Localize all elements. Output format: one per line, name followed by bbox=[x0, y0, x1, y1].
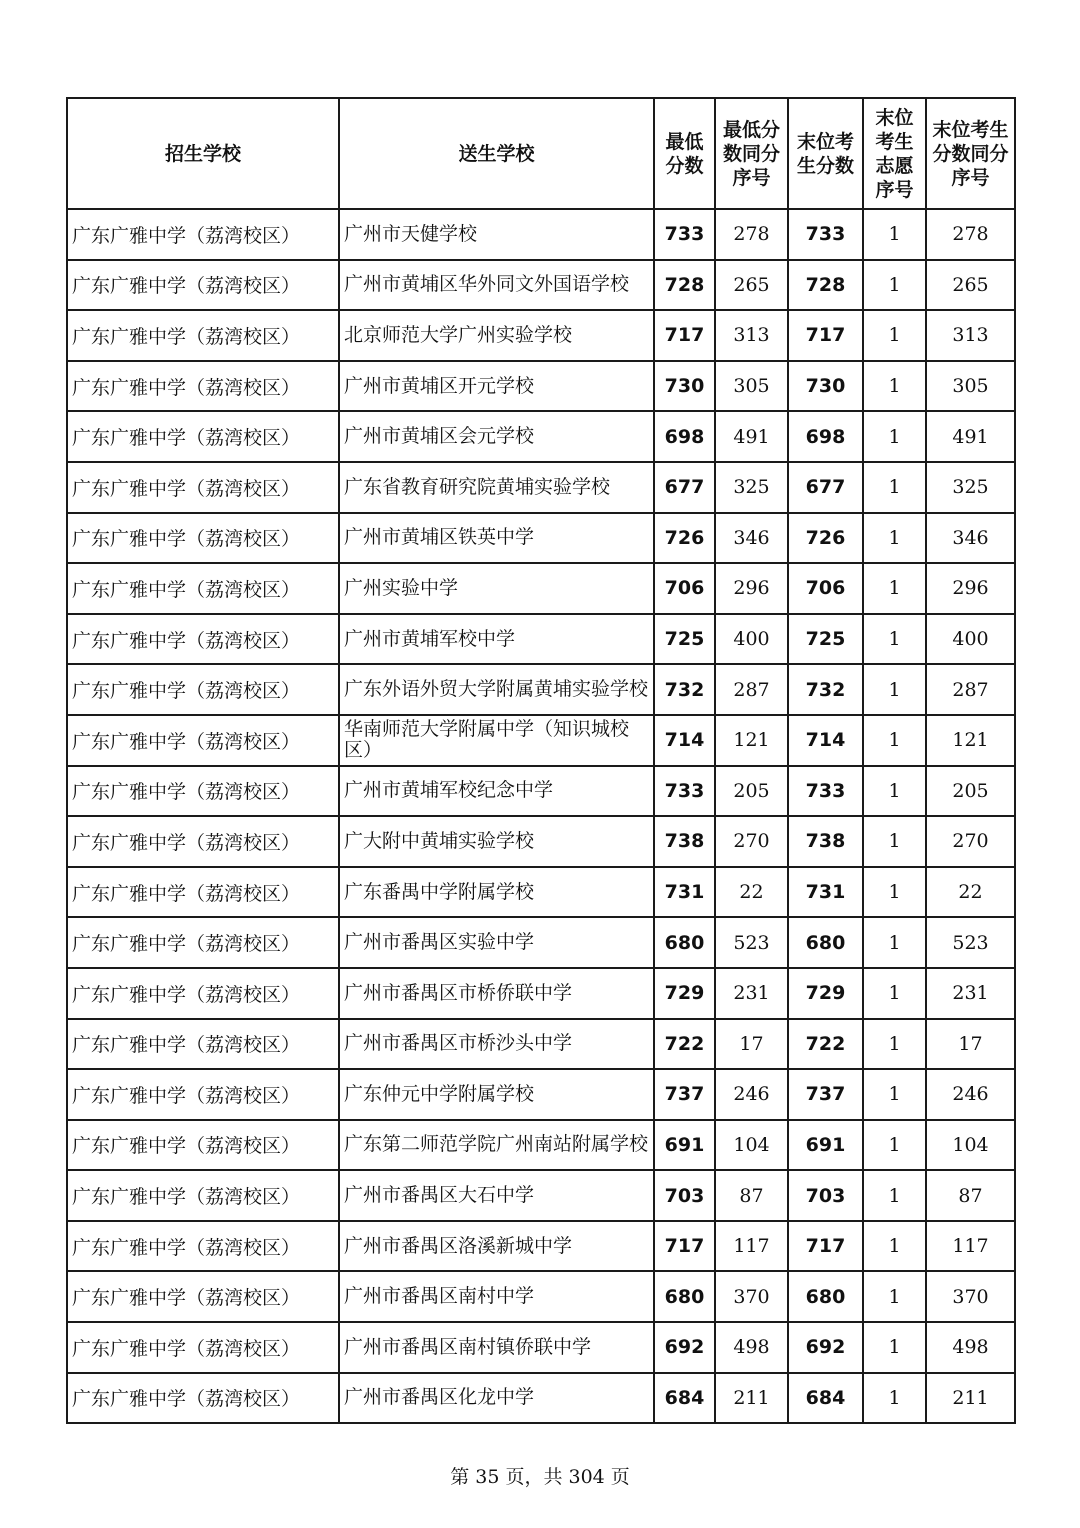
min-score-rank-cell: 205 bbox=[715, 766, 788, 817]
table-row bbox=[67, 1019, 1015, 1070]
enrolling-school-cell: 广东广雅中学（荔湾校区） bbox=[67, 411, 339, 462]
last-preference-cell: 1 bbox=[863, 462, 926, 513]
table-row bbox=[67, 209, 1015, 260]
admission-table-container bbox=[66, 97, 1014, 1424]
last-score-rank-cell: 270 bbox=[926, 816, 1015, 867]
last-preference-cell: 1 bbox=[863, 1373, 926, 1424]
last-score-rank-cell: 121 bbox=[926, 715, 1015, 766]
min-score-cell: 684 bbox=[654, 1373, 715, 1424]
min-score-rank-cell: 491 bbox=[715, 411, 788, 462]
last-preference-cell: 1 bbox=[863, 715, 926, 766]
last-score-rank-cell: 296 bbox=[926, 563, 1015, 614]
min-score-cell: 729 bbox=[654, 968, 715, 1019]
enrolling-school-cell: 广东广雅中学（荔湾校区） bbox=[67, 209, 339, 260]
min-score-cell: 717 bbox=[654, 310, 715, 361]
last-score-cell: 733 bbox=[788, 209, 863, 260]
header-enrolling-school: 招生学校 bbox=[67, 98, 339, 209]
min-score-rank-cell: 211 bbox=[715, 1373, 788, 1424]
last-score-rank-cell: 278 bbox=[926, 209, 1015, 260]
header-last-score-rank: 末位考生 分数同分 序号 bbox=[926, 98, 1015, 209]
table-row bbox=[67, 310, 1015, 361]
table-row bbox=[67, 1120, 1015, 1171]
enrolling-school-cell: 广东广雅中学（荔湾校区） bbox=[67, 715, 339, 766]
sending-school-cell: 广州市番禺区洛溪新城中学 bbox=[339, 1221, 654, 1272]
min-score-cell: 737 bbox=[654, 1069, 715, 1120]
last-score-rank-cell: 523 bbox=[926, 917, 1015, 968]
min-score-cell: 706 bbox=[654, 563, 715, 614]
table-row bbox=[67, 614, 1015, 665]
last-preference-cell: 1 bbox=[863, 310, 926, 361]
page-footer: 第 35 页，共 304 页 bbox=[450, 1466, 630, 1488]
last-score-cell: 677 bbox=[788, 462, 863, 513]
last-preference-cell: 1 bbox=[863, 1271, 926, 1322]
min-score-cell: 722 bbox=[654, 1019, 715, 1070]
last-preference-cell: 1 bbox=[863, 513, 926, 564]
min-score-cell: 725 bbox=[654, 614, 715, 665]
enrolling-school-cell: 广东广雅中学（荔湾校区） bbox=[67, 1170, 339, 1221]
enrolling-school-cell: 广东广雅中学（荔湾校区） bbox=[67, 1221, 339, 1272]
last-score-cell: 722 bbox=[788, 1019, 863, 1070]
min-score-rank-cell: 498 bbox=[715, 1322, 788, 1373]
table-row bbox=[67, 1271, 1015, 1322]
min-score-cell: 691 bbox=[654, 1120, 715, 1171]
sending-school-cell: 广州市黄埔区开元学校 bbox=[339, 361, 654, 412]
min-score-rank-cell: 400 bbox=[715, 614, 788, 665]
last-preference-cell: 1 bbox=[863, 1069, 926, 1120]
min-score-rank-cell: 117 bbox=[715, 1221, 788, 1272]
enrolling-school-cell: 广东广雅中学（荔湾校区） bbox=[67, 766, 339, 817]
min-score-rank-cell: 296 bbox=[715, 563, 788, 614]
enrolling-school-cell: 广东广雅中学（荔湾校区） bbox=[67, 1322, 339, 1373]
sending-school-cell: 广州市番禺区南村中学 bbox=[339, 1271, 654, 1322]
sending-school-cell: 广州市天健学校 bbox=[339, 209, 654, 260]
last-score-cell: 717 bbox=[788, 1221, 863, 1272]
last-score-rank-cell: 346 bbox=[926, 513, 1015, 564]
min-score-rank-cell: 231 bbox=[715, 968, 788, 1019]
last-score-cell: 680 bbox=[788, 1271, 863, 1322]
min-score-cell: 728 bbox=[654, 260, 715, 311]
enrolling-school-cell: 广东广雅中学（荔湾校区） bbox=[67, 260, 339, 311]
enrolling-school-cell: 广东广雅中学（荔湾校区） bbox=[67, 1069, 339, 1120]
min-score-rank-cell: 17 bbox=[715, 1019, 788, 1070]
enrolling-school-cell: 广东广雅中学（荔湾校区） bbox=[67, 462, 339, 513]
last-score-cell: 703 bbox=[788, 1170, 863, 1221]
last-score-rank-cell: 246 bbox=[926, 1069, 1015, 1120]
min-score-cell: 731 bbox=[654, 867, 715, 918]
last-score-cell: 730 bbox=[788, 361, 863, 412]
enrolling-school-cell: 广东广雅中学（荔湾校区） bbox=[67, 1120, 339, 1171]
last-preference-cell: 1 bbox=[863, 411, 926, 462]
sending-school-cell: 广东省教育研究院黄埔实验学校 bbox=[339, 462, 654, 513]
last-score-cell: 725 bbox=[788, 614, 863, 665]
min-score-rank-cell: 523 bbox=[715, 917, 788, 968]
last-preference-cell: 1 bbox=[863, 563, 926, 614]
sending-school-cell: 华南师范大学附属中学（知识城校区） bbox=[339, 715, 654, 766]
table-body bbox=[67, 209, 1015, 1423]
min-score-cell: 733 bbox=[654, 766, 715, 817]
sending-school-cell: 广州市番禺区实验中学 bbox=[339, 917, 654, 968]
enrolling-school-cell: 广东广雅中学（荔湾校区） bbox=[67, 917, 339, 968]
enrolling-school-cell: 广东广雅中学（荔湾校区） bbox=[67, 361, 339, 412]
last-score-rank-cell: 287 bbox=[926, 664, 1015, 715]
enrolling-school-cell: 广东广雅中学（荔湾校区） bbox=[67, 563, 339, 614]
min-score-rank-cell: 121 bbox=[715, 715, 788, 766]
last-score-rank-cell: 313 bbox=[926, 310, 1015, 361]
min-score-cell: 738 bbox=[654, 816, 715, 867]
min-score-rank-cell: 270 bbox=[715, 816, 788, 867]
last-preference-cell: 1 bbox=[863, 1019, 926, 1070]
last-preference-cell: 1 bbox=[863, 664, 926, 715]
enrolling-school-cell: 广东广雅中学（荔湾校区） bbox=[67, 867, 339, 918]
sending-school-cell: 广东番禺中学附属学校 bbox=[339, 867, 654, 918]
sending-school-cell: 广州市黄埔区铁英中学 bbox=[339, 513, 654, 564]
min-score-cell: 733 bbox=[654, 209, 715, 260]
last-score-rank-cell: 498 bbox=[926, 1322, 1015, 1373]
last-score-cell: 728 bbox=[788, 260, 863, 311]
enrolling-school-cell: 广东广雅中学（荔湾校区） bbox=[67, 310, 339, 361]
last-preference-cell: 1 bbox=[863, 917, 926, 968]
min-score-rank-cell: 87 bbox=[715, 1170, 788, 1221]
min-score-rank-cell: 325 bbox=[715, 462, 788, 513]
table-row bbox=[67, 867, 1015, 918]
sending-school-cell: 广州市黄埔军校纪念中学 bbox=[339, 766, 654, 817]
min-score-cell: 698 bbox=[654, 411, 715, 462]
table-row bbox=[67, 664, 1015, 715]
sending-school-cell: 广州市番禺区大石中学 bbox=[339, 1170, 654, 1221]
min-score-rank-cell: 346 bbox=[715, 513, 788, 564]
last-preference-cell: 1 bbox=[863, 1120, 926, 1171]
table-row bbox=[67, 462, 1015, 513]
last-preference-cell: 1 bbox=[863, 614, 926, 665]
enrolling-school-cell: 广东广雅中学（荔湾校区） bbox=[67, 513, 339, 564]
last-score-cell: 691 bbox=[788, 1120, 863, 1171]
table-row bbox=[67, 816, 1015, 867]
sending-school-cell: 广州市黄埔区华外同文外国语学校 bbox=[339, 260, 654, 311]
header-min-score: 最低 分数 bbox=[654, 98, 715, 209]
last-score-rank-cell: 400 bbox=[926, 614, 1015, 665]
table-row bbox=[67, 1069, 1015, 1120]
last-preference-cell: 1 bbox=[863, 209, 926, 260]
last-preference-cell: 1 bbox=[863, 968, 926, 1019]
last-score-rank-cell: 104 bbox=[926, 1120, 1015, 1171]
last-score-cell: 733 bbox=[788, 766, 863, 817]
table-row bbox=[67, 715, 1015, 766]
enrolling-school-cell: 广东广雅中学（荔湾校区） bbox=[67, 1271, 339, 1322]
sending-school-cell: 广州市番禺区南村镇侨联中学 bbox=[339, 1322, 654, 1373]
last-score-rank-cell: 87 bbox=[926, 1170, 1015, 1221]
min-score-cell: 726 bbox=[654, 513, 715, 564]
last-score-rank-cell: 205 bbox=[926, 766, 1015, 817]
last-score-cell: 732 bbox=[788, 664, 863, 715]
last-score-cell: 737 bbox=[788, 1069, 863, 1120]
min-score-rank-cell: 278 bbox=[715, 209, 788, 260]
last-preference-cell: 1 bbox=[863, 260, 926, 311]
header-row bbox=[67, 98, 1015, 209]
last-preference-cell: 1 bbox=[863, 1170, 926, 1221]
table-row bbox=[67, 1221, 1015, 1272]
table-row bbox=[67, 1322, 1015, 1373]
enrolling-school-cell: 广东广雅中学（荔湾校区） bbox=[67, 614, 339, 665]
table-row bbox=[67, 260, 1015, 311]
last-preference-cell: 1 bbox=[863, 766, 926, 817]
table-row bbox=[67, 917, 1015, 968]
min-score-cell: 677 bbox=[654, 462, 715, 513]
sending-school-cell: 广州市番禺区市桥侨联中学 bbox=[339, 968, 654, 1019]
min-score-cell: 680 bbox=[654, 917, 715, 968]
last-score-cell: 680 bbox=[788, 917, 863, 968]
enrolling-school-cell: 广东广雅中学（荔湾校区） bbox=[67, 1373, 339, 1424]
min-score-cell: 703 bbox=[654, 1170, 715, 1221]
last-score-cell: 726 bbox=[788, 513, 863, 564]
min-score-rank-cell: 313 bbox=[715, 310, 788, 361]
last-score-rank-cell: 22 bbox=[926, 867, 1015, 918]
last-score-cell: 706 bbox=[788, 563, 863, 614]
sending-school-cell: 广东仲元中学附属学校 bbox=[339, 1069, 654, 1120]
last-score-rank-cell: 17 bbox=[926, 1019, 1015, 1070]
min-score-cell: 714 bbox=[654, 715, 715, 766]
min-score-rank-cell: 287 bbox=[715, 664, 788, 715]
enrolling-school-cell: 广东广雅中学（荔湾校区） bbox=[67, 1019, 339, 1070]
min-score-cell: 730 bbox=[654, 361, 715, 412]
min-score-cell: 717 bbox=[654, 1221, 715, 1272]
min-score-rank-cell: 370 bbox=[715, 1271, 788, 1322]
enrolling-school-cell: 广东广雅中学（荔湾校区） bbox=[67, 664, 339, 715]
last-score-rank-cell: 265 bbox=[926, 260, 1015, 311]
last-score-cell: 731 bbox=[788, 867, 863, 918]
table-row bbox=[67, 968, 1015, 1019]
min-score-cell: 732 bbox=[654, 664, 715, 715]
last-score-cell: 714 bbox=[788, 715, 863, 766]
header-min-score-rank: 最低分 数同分 序号 bbox=[715, 98, 788, 209]
min-score-rank-cell: 104 bbox=[715, 1120, 788, 1171]
last-score-rank-cell: 370 bbox=[926, 1271, 1015, 1322]
last-score-cell: 717 bbox=[788, 310, 863, 361]
last-score-rank-cell: 231 bbox=[926, 968, 1015, 1019]
last-preference-cell: 1 bbox=[863, 816, 926, 867]
header-last-preference: 末位 考生 志愿 序号 bbox=[863, 98, 926, 209]
last-score-rank-cell: 325 bbox=[926, 462, 1015, 513]
sending-school-cell: 广州市番禺区市桥沙头中学 bbox=[339, 1019, 654, 1070]
sending-school-cell: 广州市黄埔区会元学校 bbox=[339, 411, 654, 462]
min-score-rank-cell: 22 bbox=[715, 867, 788, 918]
sending-school-cell: 广东外语外贸大学附属黄埔实验学校 bbox=[339, 664, 654, 715]
header-sending-school: 送生学校 bbox=[339, 98, 654, 209]
sending-school-cell: 广大附中黄埔实验学校 bbox=[339, 816, 654, 867]
last-score-cell: 738 bbox=[788, 816, 863, 867]
min-score-cell: 692 bbox=[654, 1322, 715, 1373]
last-score-rank-cell: 211 bbox=[926, 1373, 1015, 1424]
min-score-rank-cell: 265 bbox=[715, 260, 788, 311]
sending-school-cell: 广州实验中学 bbox=[339, 563, 654, 614]
last-preference-cell: 1 bbox=[863, 1221, 926, 1272]
last-score-cell: 729 bbox=[788, 968, 863, 1019]
last-score-cell: 692 bbox=[788, 1322, 863, 1373]
sending-school-cell: 广州市番禺区化龙中学 bbox=[339, 1373, 654, 1424]
last-score-rank-cell: 305 bbox=[926, 361, 1015, 412]
table-row bbox=[67, 361, 1015, 412]
enrolling-school-cell: 广东广雅中学（荔湾校区） bbox=[67, 968, 339, 1019]
min-score-rank-cell: 305 bbox=[715, 361, 788, 412]
admission-table bbox=[66, 97, 1016, 1424]
table-row bbox=[67, 1373, 1015, 1424]
sending-school-cell: 北京师范大学广州实验学校 bbox=[339, 310, 654, 361]
last-score-cell: 684 bbox=[788, 1373, 863, 1424]
min-score-cell: 680 bbox=[654, 1271, 715, 1322]
enrolling-school-cell: 广东广雅中学（荔湾校区） bbox=[67, 816, 339, 867]
sending-school-cell: 广州市黄埔军校中学 bbox=[339, 614, 654, 665]
table-row bbox=[67, 513, 1015, 564]
last-preference-cell: 1 bbox=[863, 867, 926, 918]
header-last-score: 末位考 生分数 bbox=[788, 98, 863, 209]
last-score-rank-cell: 117 bbox=[926, 1221, 1015, 1272]
last-preference-cell: 1 bbox=[863, 361, 926, 412]
table-row bbox=[67, 1170, 1015, 1221]
last-score-cell: 698 bbox=[788, 411, 863, 462]
sending-school-cell: 广东第二师范学院广州南站附属学校 bbox=[339, 1120, 654, 1171]
min-score-rank-cell: 246 bbox=[715, 1069, 788, 1120]
last-score-rank-cell: 491 bbox=[926, 411, 1015, 462]
last-preference-cell: 1 bbox=[863, 1322, 926, 1373]
table-row bbox=[67, 411, 1015, 462]
table-row bbox=[67, 766, 1015, 817]
table-row bbox=[67, 563, 1015, 614]
